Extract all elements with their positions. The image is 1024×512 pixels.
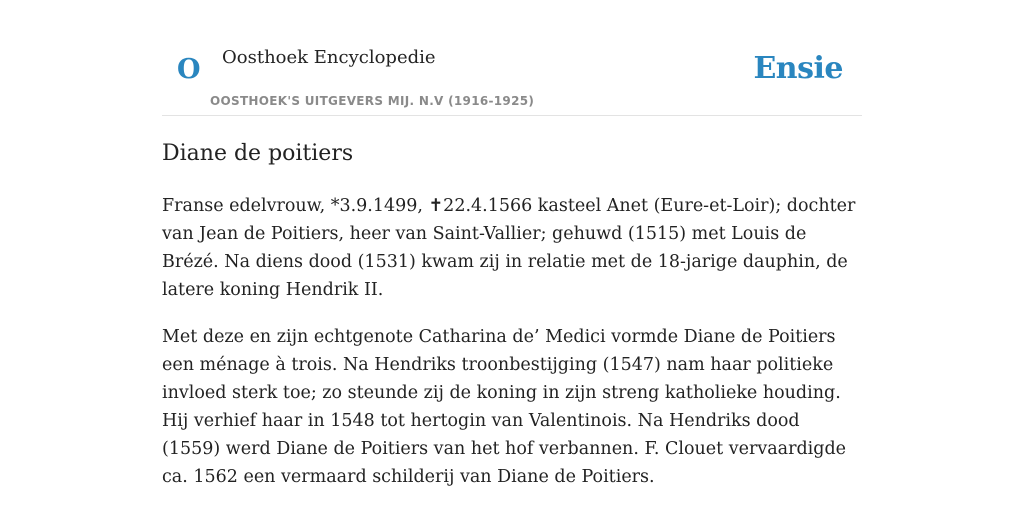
- entry-paragraph-1: Franse edelvrouw, *3.9.1499, ✝22.4.1566 kasteel Anet (Eure-et-Loir); dochter van Jean de Poitiers, heer van Saint-Vallier; gehuwd (1515) met Louis de Brézé. Na diens dood (1531) kwam zij in relatie met de 18-jarige dauphin, de latere koning Hendrik II.: [162, 196, 856, 300]
- source-title-link[interactable]: Oosthoek Encyclopedie: [222, 47, 436, 68]
- source-header: [162, 0, 862, 116]
- article-page: [162, 0, 862, 487]
- entry-title: Diane de poitiers: [162, 141, 354, 166]
- publisher-label: OOSTHOEK'S UITGEVERS MIJ. N.V (1916-1925): [210, 94, 535, 108]
- entry-paragraph-2: Met deze en zijn echtgenote Catharina de’ Medici vormde Diane de Poitiers een ménage à trois. Na Hendriks troonbestijging (1547) nam haar politieke invloed sterk toe; zo steunde zij de koning in zijn streng katholieke houding. Hij verhief haar in 1548 tot hertogin van Valentinois. Na Hendriks dood (1559) werd Diane de Poitiers van het hof verbannen. F. Clouet vervaardigde ca. 1562 een vermaard schilderij van Diane de Poitiers.: [162, 327, 847, 487]
- ensie-brand-logo[interactable]: Ensie: [753, 51, 843, 86]
- source-logo[interactable]: O: [177, 54, 201, 85]
- entry-body: [162, 192, 862, 510]
